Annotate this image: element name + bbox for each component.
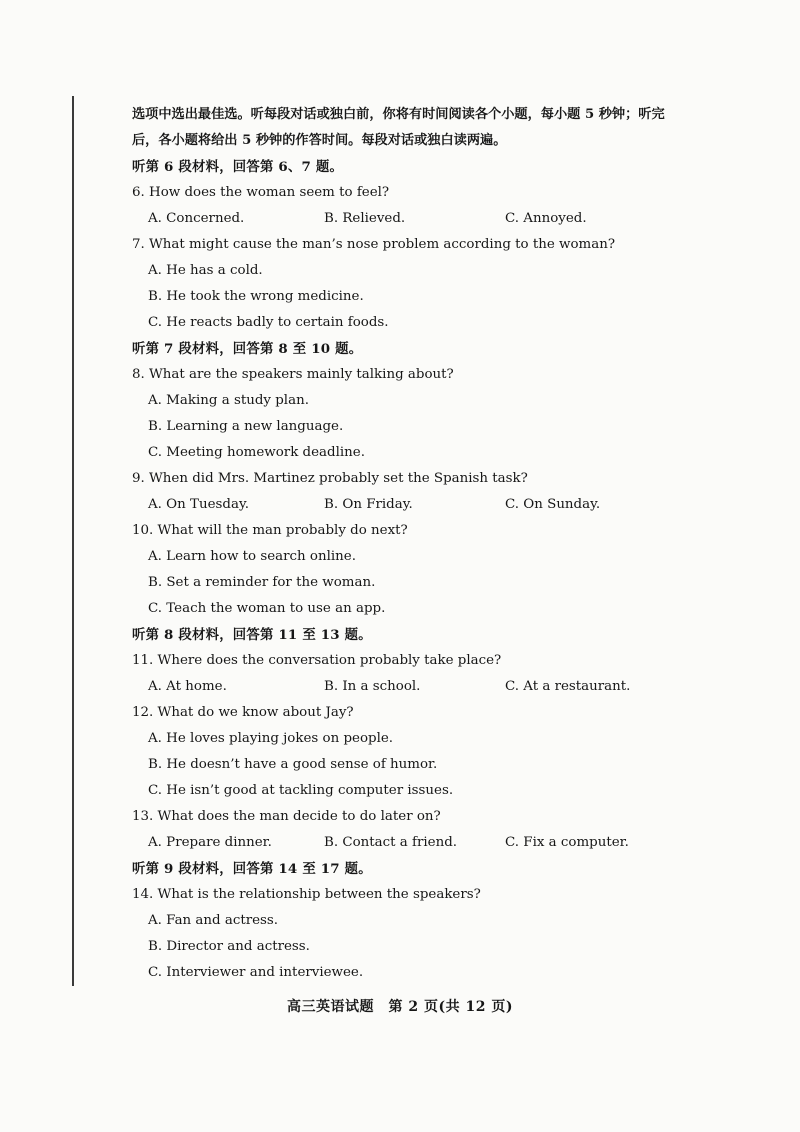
question-6-stem: 6. How does the woman seem to feel? [132,185,390,200]
section-heading-7: 听第 7 段材料，回答第 8 至 10 题。 [132,341,363,357]
question-13-option-c: C. Fix a computer. [505,835,629,850]
instructions-line-1: 选项中选出最佳选。听每段对话或独白前，你将有时间阅读各个小题，每小题 5 秒钟；听完 [132,107,665,122]
question-6-options [132,206,732,232]
page-footer: 高三英语试题 第 2 页(共 12 页) [287,999,513,1015]
question-9-option-a: A. On Tuesday. [148,497,249,512]
exam-page-content [132,102,732,986]
question-9-stem: 9. When did Mrs. Martinez probably set the Spanish task? [132,471,528,486]
question-8-option-b: B. Learning a new language. [148,419,344,434]
question-14-option-a: A. Fan and actress. [148,913,279,928]
section-heading-9: 听第 9 段材料，回答第 14 至 17 题。 [132,861,372,877]
question-13-option-a: A. Prepare dinner. [148,835,272,850]
question-12-option-c: C. He isn’t good at tackling computer issues. [148,783,454,798]
question-14-stem: 14. What is the relationship between the speakers? [132,887,481,902]
question-12-stem: 12. What do we know about Jay? [132,705,354,720]
instructions-line-2: 后，各小题将给出 5 秒钟的作答时间。每段对话或独白读两遍。 [132,133,507,148]
question-9-options [132,492,732,518]
question-10-option-a: A. Learn how to search online. [148,549,356,564]
question-9-option-b: B. On Friday. [324,497,413,512]
question-12-option-b: B. He doesn’t have a good sense of humor. [148,757,438,772]
question-7-option-c: C. He reacts badly to certain foods. [148,315,389,330]
question-11-option-a: A. At home. [148,679,227,694]
question-6-option-a: A. Concerned. [148,211,245,226]
question-13-options [132,830,732,856]
section-heading-8: 听第 8 段材料，回答第 11 至 13 题。 [132,627,372,643]
question-14-option-c: C. Interviewer and interviewee. [148,965,364,980]
question-10-stem: 10. What will the man probably do next? [132,523,408,538]
question-7-option-a: A. He has a cold. [148,263,263,278]
question-13-stem: 13. What does the man decide to do later on? [132,809,441,824]
question-6-option-c: C. Annoyed. [505,211,587,226]
question-10-option-c: C. Teach the woman to use an app. [148,601,386,616]
question-14-option-b: B. Director and actress. [148,939,310,954]
question-13-option-b: B. Contact a friend. [324,835,458,850]
question-8-option-c: C. Meeting homework deadline. [148,445,365,460]
question-8-option-a: A. Making a study plan. [148,393,309,408]
question-9-option-c: C. On Sunday. [505,497,601,512]
question-11-option-b: B. In a school. [324,679,421,694]
question-10-option-b: B. Set a reminder for the woman. [148,575,376,590]
question-11-stem: 11. Where does the conversation probably take place? [132,653,502,668]
question-7-option-b: B. He took the wrong medicine. [148,289,364,304]
question-8-stem: 8. What are the speakers mainly talking about? [132,367,454,382]
left-margin-rule [72,96,74,986]
section-heading-6: 听第 6 段材料，回答第 6、7 题。 [132,159,344,175]
question-6-option-b: B. Relieved. [324,211,406,226]
question-11-option-c: C. At a restaurant. [505,679,631,694]
question-12-option-a: A. He loves playing jokes on people. [148,731,394,746]
question-7-stem: 7. What might cause the man’s nose problem according to the woman? [132,237,616,252]
question-11-options [132,674,732,700]
